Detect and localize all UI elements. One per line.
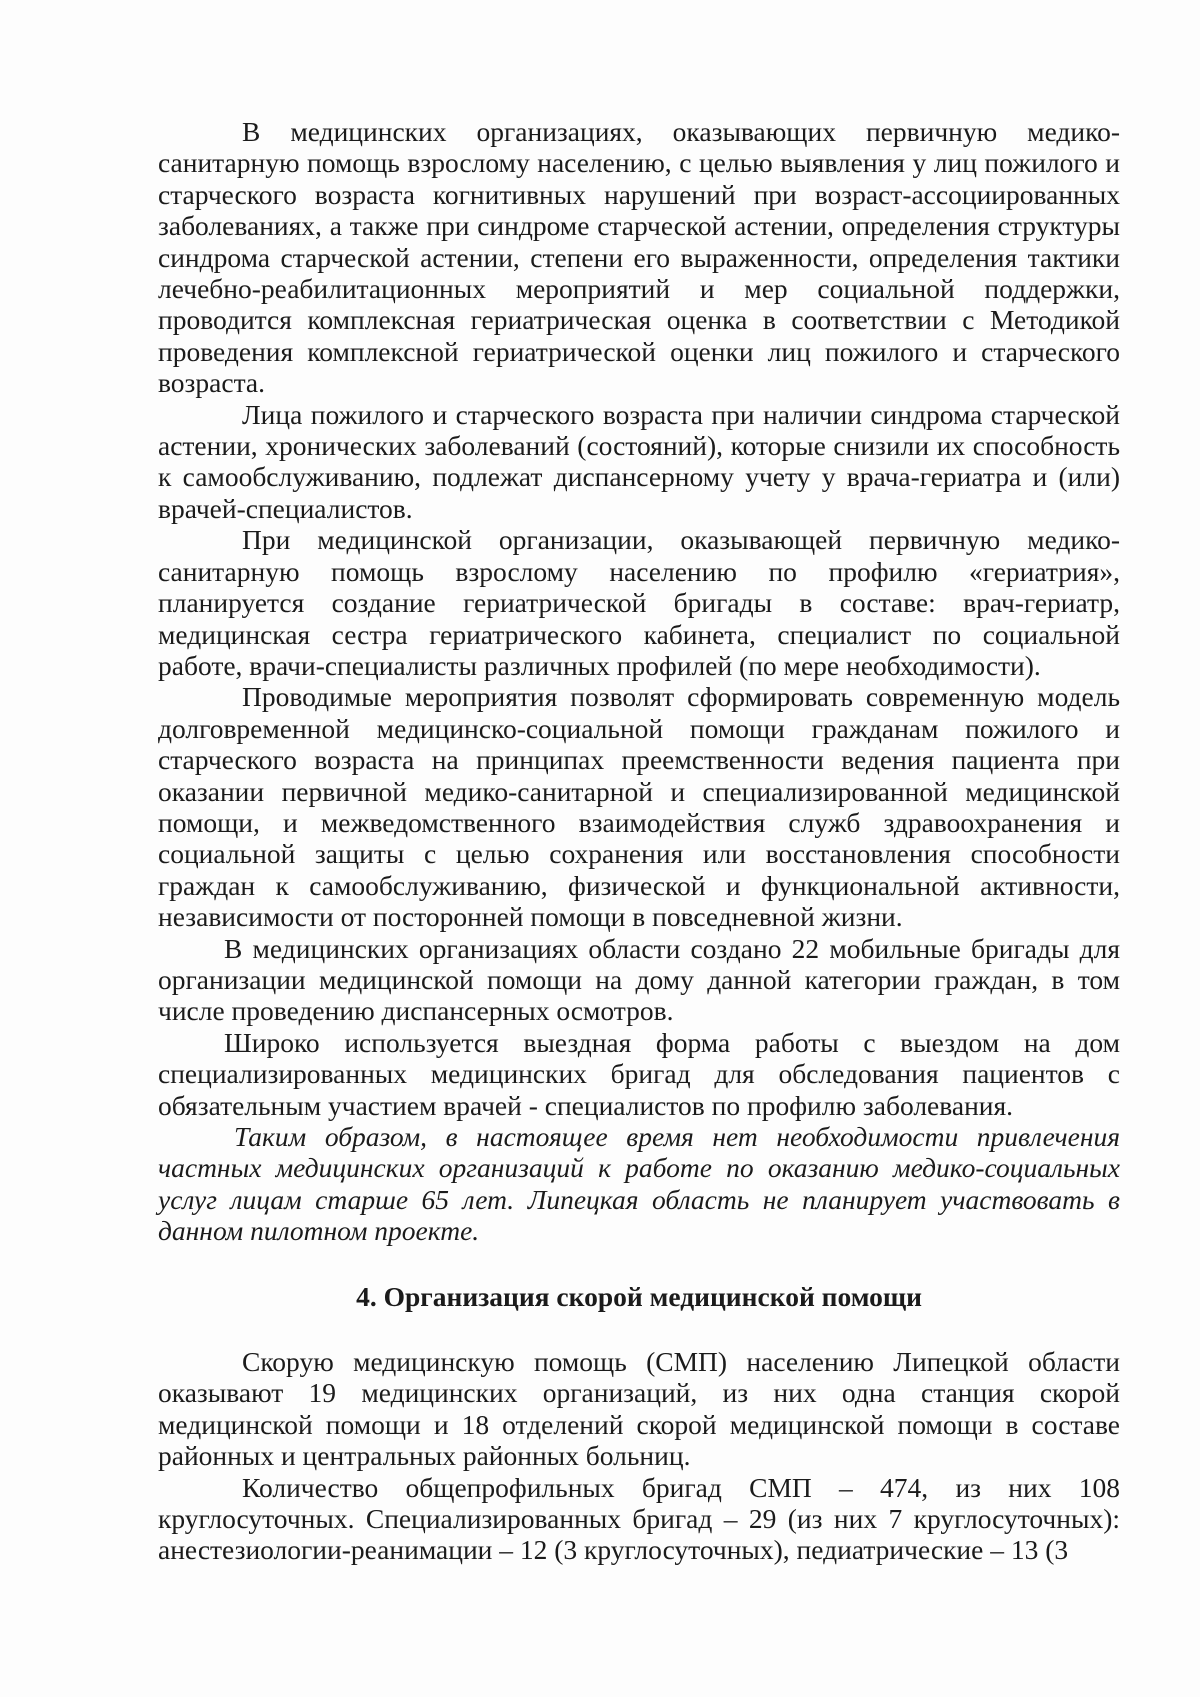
document-body	[158, 116, 1120, 1566]
paragraph-field-work: Широко используется выездная форма работы с выездом на дом специализированных медицинских бригад для обследования пациентов с обязательным участием врачей - специалистов по профилю заболевания.	[158, 1026, 1120, 1121]
paragraph-geriatric-team: При медицинской организации, оказывающей первичную медико-санитарную помощь взрослому населению по профилю «гериатрия», планируется создание гериатрической бригады в составе: врач-гериатр, медицинская сестра гериатрического кабинета, специалист по социальной работе, врачи-специалисты различных профилей (по мере необходимости).	[158, 524, 1120, 681]
paragraph-long-term-care-model: Проводимые мероприятия позволят сформировать современную модель долговременной медицинско-социальной помощи гражданам пожилого и старческого возраста на принципах преемственности ведения пациента при оказании первичной медико-санитарной и специализированной медицинской помощи, и межведомственного взаимодействия служб здравоохранения и социальной защиты с целью сохранения или восстановления способности граждан к самообслуживанию, физической и функциональной активности, независимости от посторонней помощи в повседневной жизни.	[158, 681, 1120, 933]
paragraph-dispensary-registration: Лица пожилого и старческого возраста при наличии синдрома старческой астении, хронических заболеваний (состояний), которые снизили их способность к самообслуживанию, подлежат диспансерному учету у врача-гериатра и (или) врачей-специалистов.	[158, 398, 1120, 524]
paragraph-ambulance-teams: Количество общепрофильных бригад СМП – 474, из них 108 круглосуточных. Специализированных бригад – 29 (из них 7 круглосуточных): анестезиологии-реанимации – 12 (3 круглосуточных), педиатрические – 13 (3	[158, 1471, 1120, 1566]
paragraph-mobile-teams: В медицинских организациях области создано 22 мобильные бригады для организации медицинской помощи на дому данной категории граждан, в том числе проведению диспансерных осмотров.	[158, 932, 1120, 1027]
paragraph-conclusion: Таким образом, в настоящее время нет необходимости привлечения частных медицинских организаций к работе по оказанию медико-социальных услуг лицам старше 65 лет. Липецкая область не планирует участвовать в данном пилотном проекте.	[158, 1121, 1120, 1247]
paragraph-ambulance-organizations: Скорую медицинскую помощь (СМП) населению Липецкой области оказывают 19 медицинских организаций, из них одна станция скорой медицинской помощи и 18 отделений скорой медицинской помощи в составе районных и центральных районных больниц.	[158, 1346, 1120, 1472]
paragraph-geriatric-assessment: В медицинских организациях, оказывающих первичную медико-санитарную помощь взрослому населению, с целью выявления у лиц пожилого и старческого возраста когнитивных нарушений при возраст-ассоциированных заболеваниях, а также при синдроме старческой астении, определения структуры синдрома старческой астении, степени его выраженности, определения тактики лечебно-реабилитационных мероприятий и мер социальной поддержки, проводится комплексная гериатрическая оценка в соответствии с Методикой проведения комплексной гериатрической оценки лиц пожилого и старческого возраста.	[158, 116, 1120, 399]
section-heading: 4. Организация скорой медицинской помощи	[356, 1280, 922, 1312]
